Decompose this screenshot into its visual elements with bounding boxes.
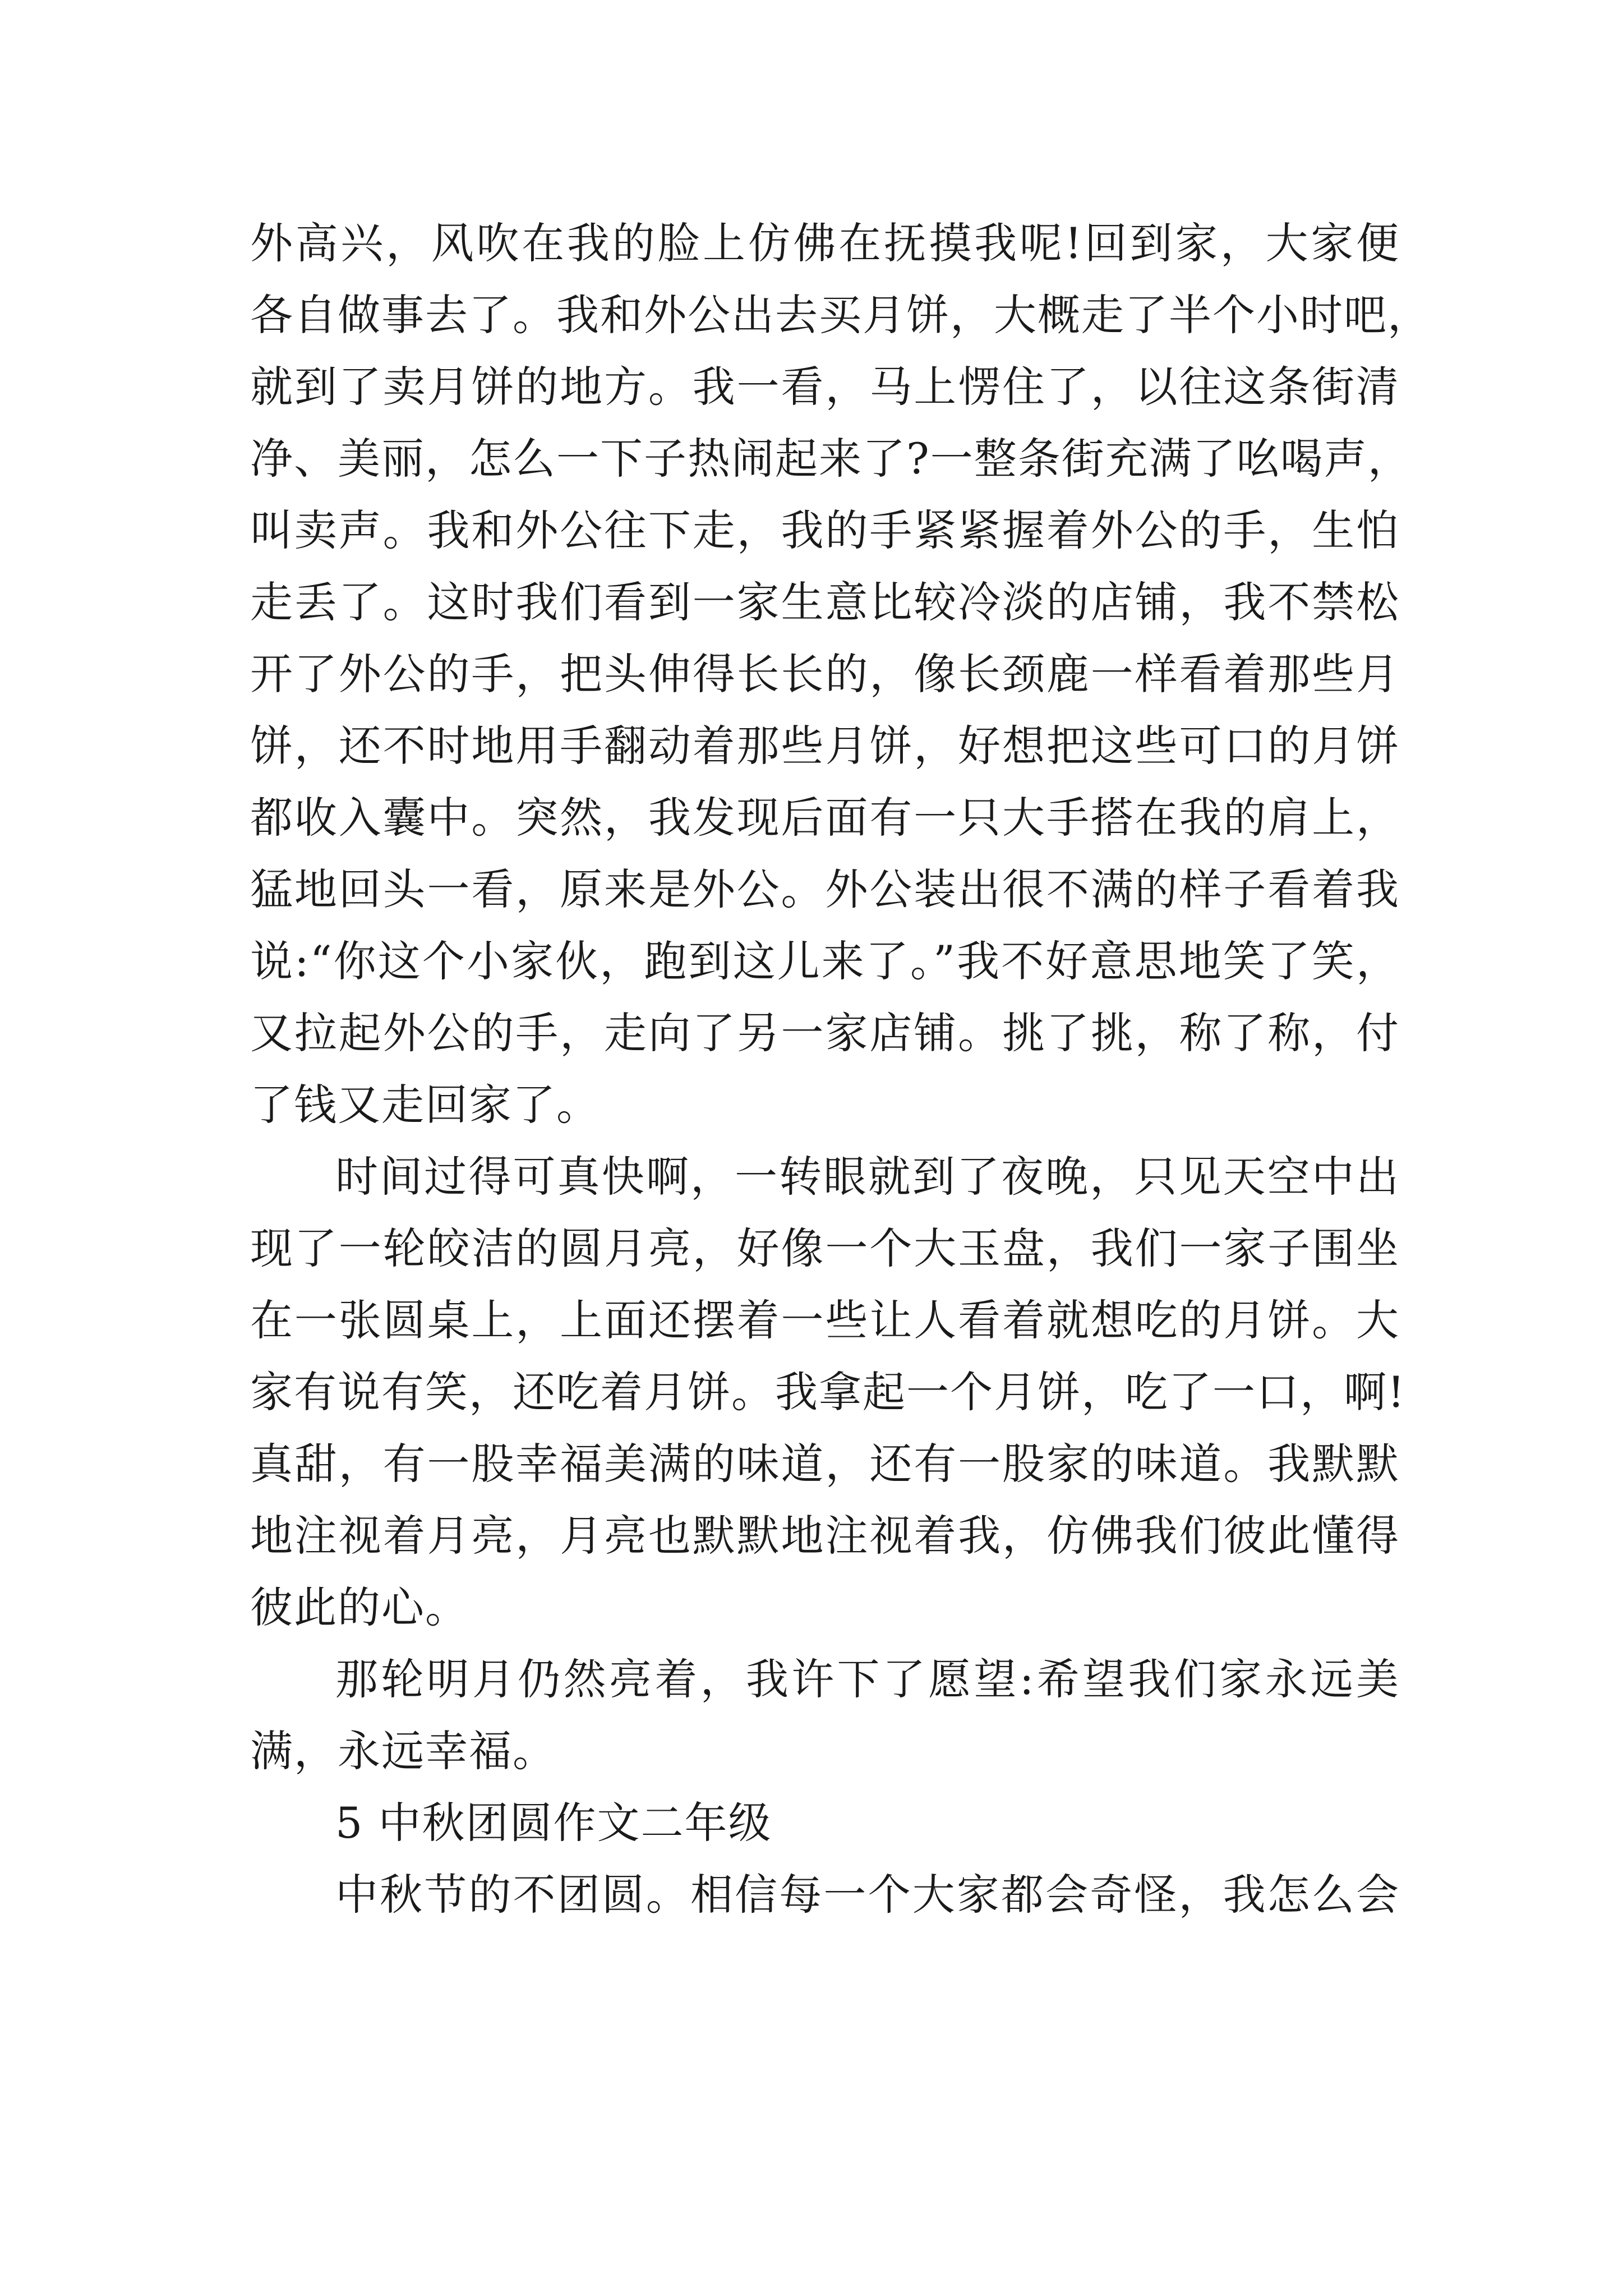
- text-line: 满，永远幸福。: [250, 1726, 556, 1776]
- text-line: 说:“你这个小家伙，跑到这儿来了。”我不好意思地笑了笑，: [250, 936, 1400, 986]
- text-line: 净、美丽，怎么一下子热闹起来了?一整条街充满了吆喝声，: [250, 434, 1412, 484]
- text-line: 真甜，有一股幸福美满的味道，还有一股家的味道。我默默: [250, 1439, 1400, 1489]
- text-line: 饼，还不时地用手翻动着那些月饼，好想把这些可口的月饼: [250, 721, 1400, 771]
- text-line: 都收入囊中。突然，我发现后面有一只大手搭在我的肩上，: [250, 793, 1400, 843]
- text-line: 走丢了。这时我们看到一家生意比较冷淡的店铺，我不禁松: [250, 577, 1400, 627]
- body-text: [250, 208, 1431, 1931]
- text-line: 地注视着月亮，月亮也默默地注视着我，仿佛我们彼此懂得: [250, 1511, 1400, 1561]
- text-line: 了钱又走回家了。: [250, 1080, 600, 1130]
- text-line: 现了一轮皎洁的圆月亮，好像一个大玉盘，我们一家子围坐: [250, 1223, 1400, 1273]
- text-line: 那轮明月仍然亮着，我许下了愿望:希望我们家永远美: [335, 1654, 1400, 1704]
- text-line: 5 中秋团圆作文二年级: [335, 1798, 772, 1848]
- text-line: 各自做事去了。我和外公出去买月饼，大概走了半个小时吧，: [250, 290, 1431, 340]
- text-line: 在一张圆桌上，上面还摆着一些让人看着就想吃的月饼。大: [250, 1295, 1400, 1345]
- text-line: 又拉起外公的手，走向了另一家店铺。挑了挑，称了称，付: [250, 1008, 1400, 1058]
- text-line: 外高兴，风吹在我的脸上仿佛在抚摸我呢!回到家，大家便: [250, 218, 1400, 268]
- text-line: 叫卖声。我和外公往下走，我的手紧紧握着外公的手，生怕: [250, 505, 1400, 555]
- text-line: 开了外公的手，把头伸得长长的，像长颈鹿一样看着那些月: [250, 649, 1400, 699]
- text-line: 猛地回头一看，原来是外公。外公装出很不满的样子看着我: [250, 864, 1400, 914]
- text-line: 就到了卖月饼的地方。我一看，马上愣住了，以往这条街清: [250, 362, 1400, 412]
- text-line: 家有说有笑，还吃着月饼。我拿起一个月饼，吃了一口，啊!: [250, 1367, 1406, 1417]
- text-line: 彼此的心。: [250, 1582, 469, 1632]
- text-line: 时间过得可真快啊，一转眼就到了夜晚，只见天空中出: [335, 1152, 1400, 1202]
- text-line: 中秋节的不团圆。相信每一个大家都会奇怪，我怎么会: [335, 1870, 1400, 1920]
